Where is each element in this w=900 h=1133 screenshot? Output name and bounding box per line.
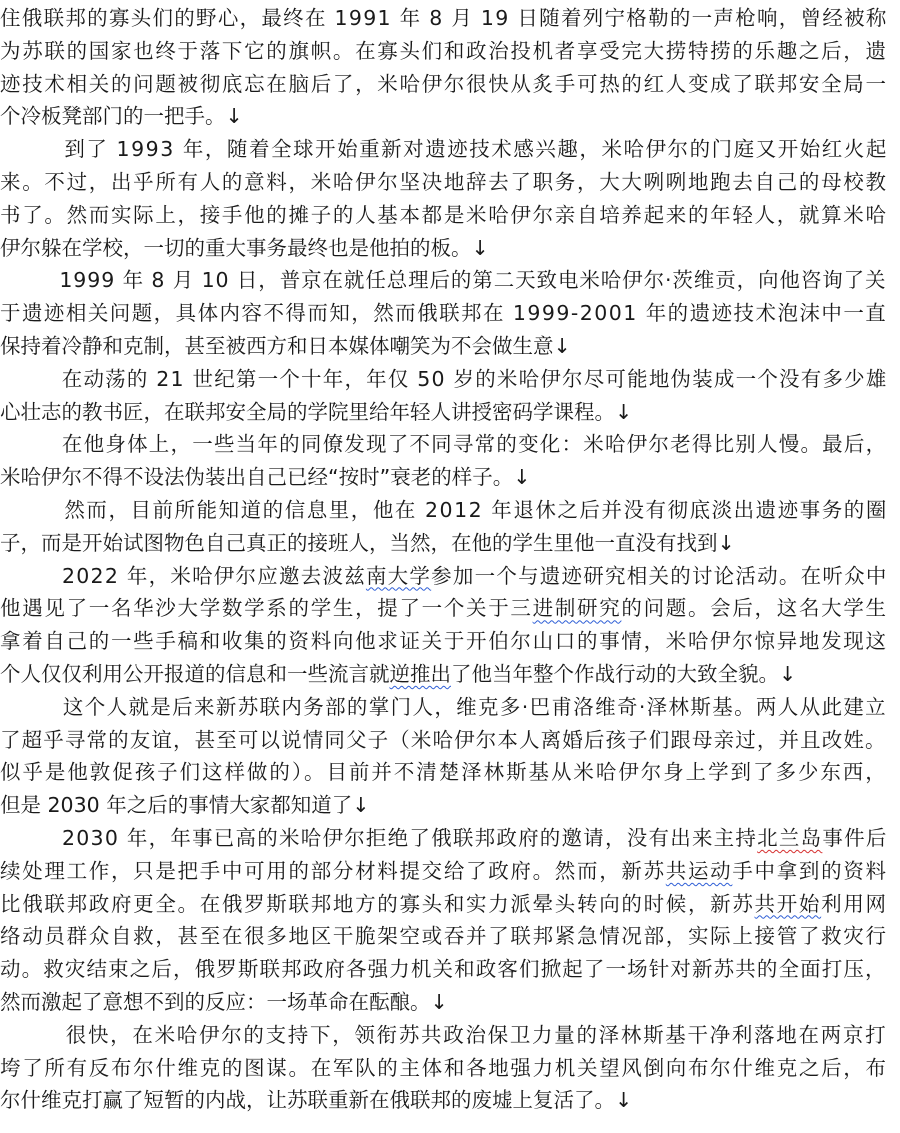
spellcheck-underlined-text: 共开始 xyxy=(754,891,822,916)
text-run: 2030 年，年事已高的米哈伊尔拒绝了俄联邦政府的邀请，没有出来主持 xyxy=(0,826,758,850)
spellcheck-underlined-text: 共运动 xyxy=(665,858,733,883)
text-line xyxy=(0,428,887,461)
text-line xyxy=(0,461,530,494)
text-line xyxy=(0,592,888,625)
text-run: 子，而是开始试图物色自己真正的接班人，当然，在他的学生里他一直没有找到↓ xyxy=(0,530,735,555)
text-line xyxy=(0,330,571,363)
text-line xyxy=(0,560,888,593)
text-line xyxy=(0,756,888,789)
text-run: 书了。然而实际上，接手他的摊子的人基本都是米哈伊尔亲自培养起来的年轻人，就算米哈 xyxy=(0,202,888,227)
text-line xyxy=(0,297,887,330)
text-run: 他遇见了一名华沙大学数学系的学生，提了一个关于三 xyxy=(0,596,533,621)
text-line xyxy=(0,363,888,396)
text-run: 参加一个与遗迹研究相关的讨论活动。在听众中 xyxy=(431,563,888,588)
text-run: 续处理工作，只是把手中可用的部分材料提交给了政府。然而，新苏 xyxy=(0,858,666,883)
text-line xyxy=(0,920,888,953)
text-run: 在动荡的 21 世纪第一个十年，年仅 50 岁的米哈伊尔尽可能地伪装成一个没有多少雄 xyxy=(0,366,888,391)
text-run: 然而，目前所能知道的信息里，他在 2012 年退休之后并没有彻底淡出遗迹事务的圈 xyxy=(0,498,888,522)
text-run: 心壮志的教书匠，在联邦安全局的学院里给年轻人讲授密码学课程。↓ xyxy=(0,399,633,424)
text-line xyxy=(0,166,888,199)
text-line xyxy=(0,232,489,265)
text-run: 了超乎寻常的友谊，甚至可以说情同父子（米哈伊尔本人离婚后孩子们跟母亲过，并且改姓。 xyxy=(0,727,887,752)
text-run: 的问题。会后，这名大学生 xyxy=(621,596,888,621)
text-line xyxy=(0,888,888,921)
text-run: 来。不过，出乎所有人的意料，米哈伊尔坚决地辞去了职务，大大咧咧地跑去自己的母校教 xyxy=(0,170,888,194)
text-line xyxy=(0,822,888,855)
text-line xyxy=(0,691,887,724)
text-run: 络动员群众自救，甚至在很多地区干脆架空或吞并了联邦紧急情况部，实际上接管了救灾行 xyxy=(0,924,888,949)
text-run: 尔什维克打赢了短暂的内战，让苏联重新在俄联邦的废墟上复活了。↓ xyxy=(0,1088,633,1113)
text-run: 比俄联邦政府更全。在俄罗斯联邦地方的寡头和实力派晕头转向的时候，新苏 xyxy=(0,891,755,916)
spellcheck-underlined-text: 逆推出 xyxy=(389,662,451,686)
text-run: 似乎是他敦促孩子们这样做的）。目前并不清楚泽林斯基从米哈伊尔身上学到了多少东西， xyxy=(0,760,888,785)
text-run: 拿着自己的一些手稿和收集的资料向他求证关于开伯尔山口的事情，米哈伊尔惊异地发现这 xyxy=(0,629,888,654)
text-line xyxy=(0,724,887,757)
text-run: 利用网 xyxy=(821,891,888,916)
text-line xyxy=(0,494,888,527)
text-run: 个冷板凳部门的一把手。↓ xyxy=(0,104,243,129)
spellcheck-underlined-text: 北兰岛 xyxy=(757,826,823,850)
text-run: 垮了所有反布尔什维克的图谋。在军队的主体和各地强力机关望风倒向布尔什维克之后，布 xyxy=(0,1055,888,1080)
text-line xyxy=(0,35,888,68)
text-run: 米哈伊尔不得不设法伪装出自己已经“按时”衰老的样子。↓ xyxy=(0,465,531,490)
text-run: 到了 1993 年，随着全球开始重新对遗迹技术感兴趣，米哈伊尔的门庭又开始红火起 xyxy=(0,137,888,162)
text-line xyxy=(0,396,632,429)
text-line xyxy=(0,953,887,986)
text-line xyxy=(0,658,796,691)
text-run: 这个人就是后来新苏联内务部的掌门人，维克多·巴甫洛维奇·泽林斯基。两人从此建立 xyxy=(0,694,888,719)
text-run: 为苏联的国家也终于落下它的旗帜。在寡头们和政治投机者享受完大捞特捞的乐趣之后，遗 xyxy=(0,38,888,63)
text-line xyxy=(0,986,448,1019)
text-line xyxy=(0,133,888,166)
text-run: 但是 2030 年之后的事情大家都知道了↓ xyxy=(0,793,370,818)
text-run: 了他当年整个作战行动的大致全貌。↓ xyxy=(451,662,797,686)
spellcheck-underlined-text: 南大学 xyxy=(365,563,432,588)
text-line xyxy=(0,68,888,101)
text-run: 然而激起了意想不到的反应：一场革命在酝酿。↓ xyxy=(0,990,448,1014)
text-run: 于遗迹相关问题，具体内容不得而知，然而俄联邦在 1999-2001 年的遗迹技术泡沫中一直 xyxy=(0,301,888,326)
text-run: 在他身体上，一些当年的同僚发现了不同寻常的变化：米哈伊尔老得比别人慢。最后， xyxy=(0,432,888,457)
text-run: 2022 年，米哈伊尔应邀去波兹 xyxy=(0,563,366,588)
text-line xyxy=(0,625,888,658)
text-run: 动。救灾结束之后，俄罗斯联邦政府各强力机关和政客们掀起了一场针对新苏共的全面打压， xyxy=(0,957,887,982)
spellcheck-underlined-text: 进制研究 xyxy=(532,596,622,621)
text-run: 迹技术相关的问题被彻底忘在脑后了，米哈伊尔很快从炙手可热的红人变成了联邦安全局一 xyxy=(0,71,888,96)
text-run: 个人仅仅利用公开报道的信息和一些流言就 xyxy=(0,662,390,686)
text-run: 很快，在米哈伊尔的支持下，领衔苏共政治保卫力量的泽林斯基干净利落地在两京打 xyxy=(0,1022,888,1047)
text-line xyxy=(0,1052,888,1085)
text-line xyxy=(0,527,735,560)
text-run: 事件后 xyxy=(822,826,888,850)
text-line xyxy=(0,2,888,35)
text-line xyxy=(0,199,888,232)
text-run: 1999 年 8 月 10 日，普京在就任总理后的第二天致电米哈伊尔·茨维贡，向他咨询了关 xyxy=(0,268,887,293)
text-line xyxy=(0,100,243,133)
text-line xyxy=(0,789,369,822)
text-line xyxy=(0,1084,632,1117)
text-run: 手中拿到的资料 xyxy=(732,858,888,883)
text-line xyxy=(0,1019,887,1052)
text-run: 保持着冷静和克制，甚至被西方和日本媒体嘲笑为不会做生意↓ xyxy=(0,334,571,358)
text-run: 伊尔躲在学校，一切的重大事务最终也是他拍的板。↓ xyxy=(0,235,489,260)
text-line xyxy=(0,855,888,888)
text-run: 住俄联邦的寡头们的野心，最终在 1991 年 8 月 19 日随着列宁格勒的一声枪响，曾经被称 xyxy=(0,6,888,30)
text-line xyxy=(0,264,886,297)
